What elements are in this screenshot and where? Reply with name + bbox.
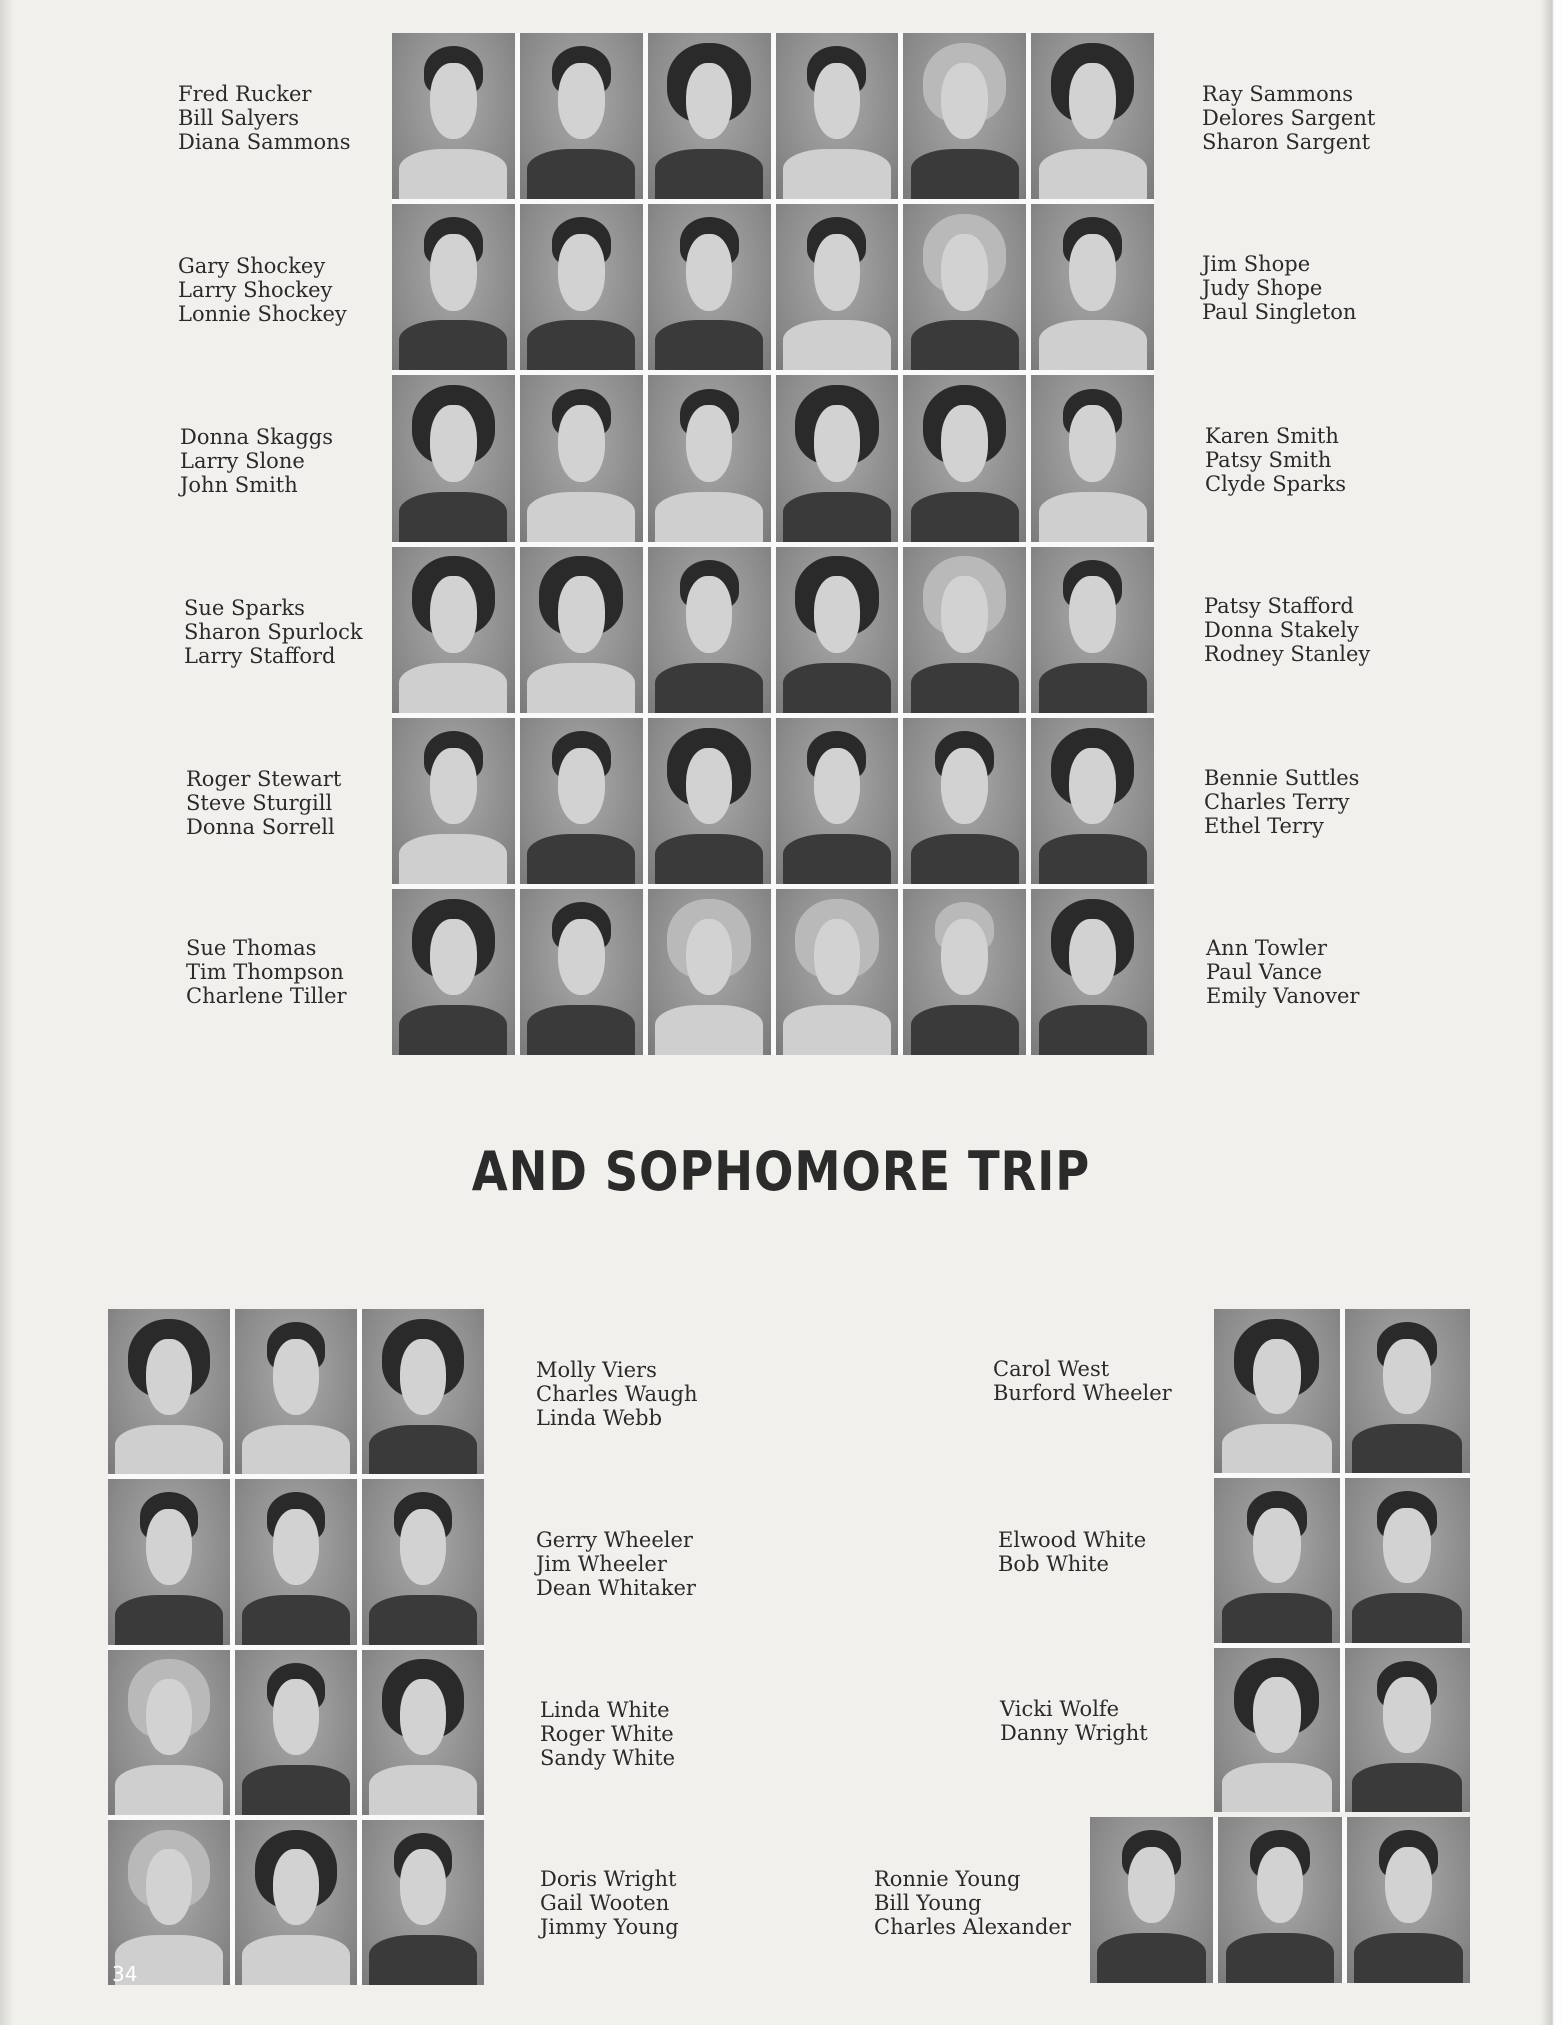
portrait-photo <box>392 718 515 884</box>
student-name: Paul Singleton <box>1202 300 1357 324</box>
portrait-photo <box>648 889 771 1055</box>
portrait-photo <box>108 1479 230 1644</box>
student-name: Charlene Tiller <box>186 984 347 1008</box>
portrait-photo <box>648 547 771 713</box>
caption-right-row-6 <box>1206 936 1359 1008</box>
portrait-photo <box>1031 375 1154 541</box>
student-name: Paul Vance <box>1206 960 1323 984</box>
student-name: Bob White <box>998 1552 1109 1576</box>
student-name: Fred Rucker <box>178 82 312 106</box>
caption-right-row-5 <box>1204 766 1359 838</box>
portrait-photo <box>520 547 643 713</box>
student-name: John Smith <box>180 473 298 497</box>
portrait-photo <box>776 33 899 199</box>
portrait-photo <box>1031 204 1154 370</box>
student-name: Patsy Stafford <box>1204 594 1354 618</box>
caption-bottom-left-row-3 <box>540 1698 675 1770</box>
caption-left-row-1 <box>178 82 350 154</box>
student-name: Gail Wooten <box>540 1891 670 1915</box>
portrait-photo <box>520 375 643 541</box>
student-name: Judy Shope <box>1202 276 1323 300</box>
student-name: Ray Sammons <box>1202 82 1354 106</box>
bottom-left-portrait-grid <box>108 1309 484 1985</box>
student-name: Sue Sparks <box>184 596 305 620</box>
caption-bottom-left-row-4 <box>540 1867 679 1939</box>
student-name: Delores Sargent <box>1202 106 1376 130</box>
caption-right-row-2 <box>1202 252 1356 324</box>
portrait-photo <box>648 33 771 199</box>
page-binding-shadow <box>0 0 14 2025</box>
student-name: Sharon Spurlock <box>184 620 363 644</box>
student-name: Tim Thompson <box>186 960 344 984</box>
student-name: Roger White <box>540 1722 674 1746</box>
portrait-photo <box>776 375 899 541</box>
portrait-photo <box>1214 1648 1340 1812</box>
bottom-right-last-row-grid <box>1090 1817 1470 1983</box>
caption-bottom-right-row-3 <box>1000 1697 1148 1745</box>
student-name: Ann Towler <box>1206 936 1328 960</box>
portrait-photo <box>903 718 1026 884</box>
portrait-photo <box>235 1820 357 1985</box>
caption-left-row-4 <box>184 596 363 668</box>
student-name: Linda Webb <box>536 1406 663 1430</box>
student-name: Doris Wright <box>540 1867 677 1891</box>
portrait-photo <box>362 1820 484 1985</box>
portrait-photo <box>392 204 515 370</box>
student-name: Vicki Wolfe <box>1000 1697 1120 1721</box>
caption-right-row-3 <box>1205 424 1346 496</box>
student-name: Molly Viers <box>536 1358 657 1382</box>
portrait-photo <box>108 1650 230 1815</box>
student-name: Sharon Sargent <box>1202 130 1371 154</box>
portrait-photo <box>392 889 515 1055</box>
portrait-photo <box>1345 1478 1471 1642</box>
portrait-photo <box>362 1650 484 1815</box>
portrait-photo <box>108 1309 230 1474</box>
student-name: Gary Shockey <box>178 254 326 278</box>
portrait-photo <box>1214 1478 1340 1642</box>
top-portrait-grid <box>392 33 1154 1055</box>
caption-left-row-3 <box>180 425 333 497</box>
portrait-photo <box>235 1309 357 1474</box>
portrait-photo <box>392 33 515 199</box>
portrait-photo <box>1090 1817 1213 1983</box>
portrait-photo <box>1214 1309 1340 1473</box>
portrait-photo <box>235 1650 357 1815</box>
student-name: Steve Sturgill <box>186 791 333 815</box>
student-name: Linda White <box>540 1698 670 1722</box>
student-name: Charles Terry <box>1204 790 1350 814</box>
student-name: Charles Waugh <box>536 1382 698 1406</box>
portrait-photo <box>903 889 1026 1055</box>
student-name: Ronnie Young <box>874 1867 1021 1891</box>
caption-right-row-1 <box>1202 82 1375 154</box>
student-name: Gerry Wheeler <box>536 1528 693 1552</box>
student-name: Bill Young <box>874 1891 982 1915</box>
caption-bottom-left-row-1 <box>536 1358 698 1430</box>
page-edge <box>1540 0 1562 2025</box>
portrait-photo <box>235 1479 357 1644</box>
portrait-photo <box>520 889 643 1055</box>
portrait-photo <box>648 375 771 541</box>
portrait-photo <box>903 547 1026 713</box>
student-name: Karen Smith <box>1205 424 1339 448</box>
caption-bottom-right-row-1 <box>993 1357 1172 1405</box>
student-name: Rodney Stanley <box>1204 642 1371 666</box>
student-name: Donna Skaggs <box>180 425 334 449</box>
student-name: Ethel Terry <box>1204 814 1324 838</box>
student-name: Larry Stafford <box>184 644 336 668</box>
student-name: Larry Shockey <box>178 278 333 302</box>
portrait-photo <box>108 1820 230 1985</box>
student-name: Elwood White <box>998 1528 1147 1552</box>
student-name: Sandy White <box>540 1746 676 1770</box>
portrait-photo <box>1345 1648 1471 1812</box>
section-title: AND SOPHOMORE TRIP <box>471 1140 1091 1203</box>
portrait-photo <box>1031 33 1154 199</box>
student-name: Diana Sammons <box>178 130 351 154</box>
student-name: Bill Salyers <box>178 106 299 130</box>
portrait-photo <box>520 204 643 370</box>
portrait-photo <box>1031 889 1154 1055</box>
portrait-photo <box>648 718 771 884</box>
portrait-photo <box>903 204 1026 370</box>
portrait-photo <box>1345 1309 1471 1473</box>
caption-right-row-4 <box>1204 594 1370 666</box>
student-name: Jim Shope <box>1202 252 1311 276</box>
student-name: Sue Thomas <box>186 936 317 960</box>
caption-bottom-right-row-2 <box>998 1528 1146 1576</box>
portrait-photo <box>903 375 1026 541</box>
student-name: Larry Slone <box>180 449 305 473</box>
student-name: Donna Sorrell <box>186 815 335 839</box>
portrait-photo <box>776 889 899 1055</box>
student-name: Emily Vanover <box>1206 984 1360 1008</box>
portrait-photo <box>520 33 643 199</box>
portrait-photo <box>776 204 899 370</box>
student-name: Lonnie Shockey <box>178 302 347 326</box>
caption-bottom-right-row-4 <box>874 1867 1071 1939</box>
page-number: 34 <box>112 1962 138 1986</box>
portrait-photo <box>1218 1817 1341 1983</box>
portrait-photo <box>776 718 899 884</box>
student-name: Bennie Suttles <box>1204 766 1360 790</box>
caption-bottom-left-row-2 <box>536 1528 696 1600</box>
portrait-photo <box>776 547 899 713</box>
portrait-photo <box>648 204 771 370</box>
student-name: Jim Wheeler <box>536 1552 667 1576</box>
portrait-photo <box>362 1479 484 1644</box>
student-name: Danny Wright <box>1000 1721 1148 1745</box>
student-name: Donna Stakely <box>1204 618 1359 642</box>
portrait-photo <box>520 718 643 884</box>
student-name: Roger Stewart <box>186 767 342 791</box>
portrait-photo <box>392 547 515 713</box>
student-name: Jimmy Young <box>540 1915 679 1939</box>
portrait-photo <box>1347 1817 1470 1983</box>
student-name: Clyde Sparks <box>1205 472 1347 496</box>
portrait-photo <box>903 33 1026 199</box>
student-name: Charles Alexander <box>874 1915 1071 1939</box>
portrait-photo <box>1031 547 1154 713</box>
student-name: Carol West <box>993 1357 1110 1381</box>
student-name: Burford Wheeler <box>993 1381 1172 1405</box>
caption-left-row-6 <box>186 936 347 1008</box>
student-name: Patsy Smith <box>1205 448 1332 472</box>
portrait-photo <box>1031 718 1154 884</box>
caption-left-row-2 <box>178 254 347 326</box>
portrait-photo <box>362 1309 484 1474</box>
caption-left-row-5 <box>186 767 341 839</box>
bottom-right-portrait-grid <box>1214 1309 1470 1812</box>
portrait-photo <box>392 375 515 541</box>
student-name: Dean Whitaker <box>536 1576 696 1600</box>
